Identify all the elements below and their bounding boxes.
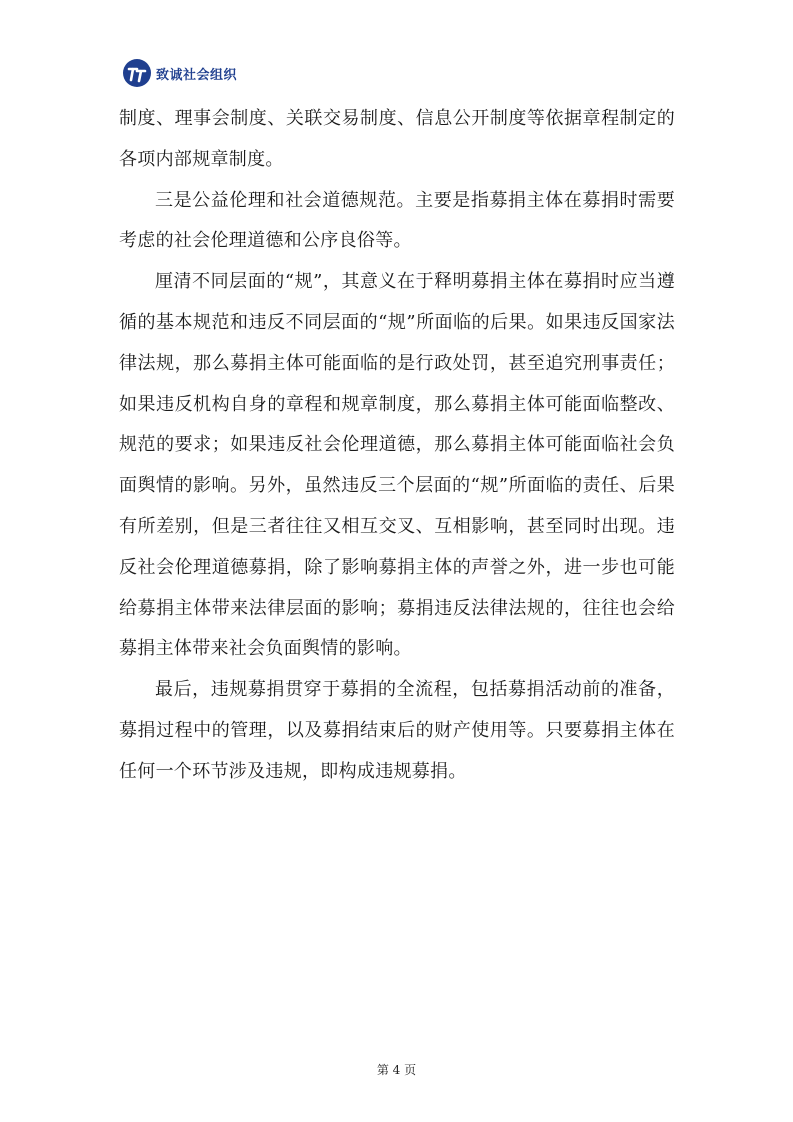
page-number: 第 4 页	[376, 1063, 417, 1077]
paragraph-levels-of-rules: 厘清不同层面的“规”，其意义在于释明募捐主体在募捐时应当遵循的基本规范和违反不同层面的“规”所面临的后果。如果违反国家法律法规，那么募捐主体可能面临的是行政处罚，甚至追究刑事责任；如果违反机构自身的章程和规章制度，那么募捐主体可能面临整改、规范的要求；如果违反社会伦理道德，那么募捐主体可能面临社会负面舆情的影响。另外，虽然违反三个层面的“规”所面临的责任、后果有所差别，但是三者往往又相互交叉、互相影响，甚至同时出现。违反社会伦理道德募捐，除了影响募捐主体的声誉之外，进一步也可能给募捐主体带来法律层面的影响；募捐违反法律法规的，往往也会给募捐主体带来社会负面舆情的影响。	[119, 271, 675, 660]
document-body	[119, 99, 675, 793]
zhicheng-logo-icon	[122, 58, 152, 88]
paragraph-continued: 制度、理事会制度、关联交易制度、信息公开制度等依据章程制定的各项内部规章制度。	[119, 108, 675, 170]
page-header	[122, 58, 237, 88]
logo-text: 致诚社会组织	[156, 67, 238, 83]
paragraph-ethics: 三是公益伦理和社会道德规范。主要是指募捐主体在募捐时需要考虑的社会伦理道德和公序良俗等。	[119, 189, 675, 252]
paragraph-conclusion: 最后，违规募捐贯穿于募捐的全流程，包括募捐活动前的准备，募捐过程中的管理，以及募捐结束后的财产使用等。只要募捐主体在任何一个环节涉及违规，即构成违规募捐。	[119, 679, 675, 782]
